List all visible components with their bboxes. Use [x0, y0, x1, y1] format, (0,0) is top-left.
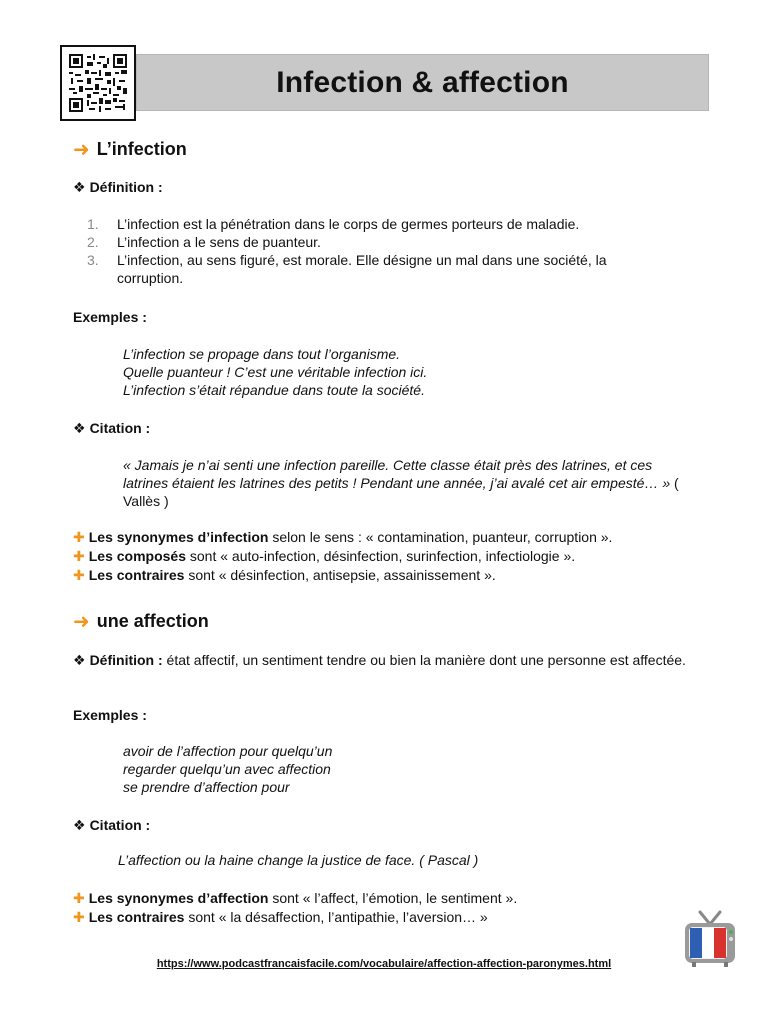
bullet-bold: Les synonymes d’infection	[88, 529, 269, 545]
list-item	[73, 547, 713, 565]
citation-author: ( Vallès )	[123, 475, 679, 509]
list-text: L’infection a le sens de puanteur.	[117, 234, 321, 250]
bullet-list	[73, 528, 713, 584]
examples-label: Exemples :	[73, 707, 147, 723]
citation-label-text: Citation :	[89, 420, 151, 436]
bullet-bold: Les contraires	[88, 909, 185, 925]
qr-code-icon	[60, 45, 136, 121]
citation-label-text: Citation :	[89, 817, 151, 833]
list-item	[73, 889, 673, 907]
example-line: Quelle puanteur ! C’est une véritable infection ici.	[123, 364, 428, 380]
list-text: L’infection, au sens figuré, est morale. Elle désigne un mal dans une société, la corruption.	[117, 252, 607, 286]
definition-list	[73, 215, 673, 287]
plus-bullet-icon: ✚	[73, 909, 85, 925]
bullet-text: sont « la désaffection, l’antipathie, l’aversion… »	[184, 909, 488, 925]
examples-label: Exemples :	[73, 309, 147, 325]
bullet-text: selon le sens : « contamination, puanteur, corruption ».	[268, 529, 613, 545]
list-item	[73, 566, 713, 584]
citation-block	[123, 456, 691, 510]
definition-label	[73, 178, 163, 196]
section-heading-label: une affection	[96, 611, 209, 631]
citation-label	[73, 419, 150, 437]
list-item	[73, 908, 673, 926]
list-number: 2.	[87, 234, 99, 250]
definition-block	[73, 651, 713, 669]
citation-label	[73, 816, 150, 834]
examples-block	[123, 345, 427, 399]
definition-text: état affectif, un sentiment tendre ou bien la manière dont une personne est affectée.	[162, 652, 686, 668]
plus-bullet-icon: ✚	[73, 567, 85, 583]
diamond-bullet-icon: ❖	[73, 652, 86, 668]
title-bar	[136, 54, 709, 111]
definition-label-text: Définition :	[89, 179, 163, 195]
definition-label-text: Définition :	[89, 652, 163, 668]
example-line: regarder quelqu’un avec affection	[123, 761, 331, 777]
section-heading-label: L’infection	[96, 139, 187, 159]
page-title: Infection & affection	[276, 65, 569, 99]
examples-block	[123, 742, 332, 796]
section-heading-infection	[73, 137, 187, 162]
citation-text: L’affection ou la haine change la justice de face. ( Pascal )	[118, 852, 479, 868]
diamond-bullet-icon: ❖	[73, 179, 86, 195]
bullet-bold: Les contraires	[88, 567, 185, 583]
diamond-bullet-icon: ❖	[73, 817, 86, 833]
diamond-bullet-icon: ❖	[73, 420, 86, 436]
plus-bullet-icon: ✚	[73, 548, 85, 564]
list-number: 3.	[87, 252, 99, 268]
section-heading-affection	[73, 609, 209, 634]
arrow-right-icon: ➜	[73, 611, 90, 633]
example-line: L’infection s’était répandue dans toute la société.	[123, 382, 425, 398]
citation-text: « Jamais je n’ai senti une infection pareille. Cette classe était près des latrines, et ces latrines étaient les latrines des petits ! Pendant une année, j’ai avalé cet air empesté… »	[123, 457, 671, 491]
example-line: L’infection se propage dans tout l’organisme.	[123, 346, 401, 362]
list-text: L’infection est la pénétration dans le corps de germes porteurs de maladie.	[117, 216, 580, 232]
list-item	[73, 528, 713, 546]
list-item	[73, 215, 673, 233]
list-item	[73, 251, 673, 287]
example-line: avoir de l’affection pour quelqu’un	[123, 743, 333, 759]
bullet-list	[73, 889, 673, 926]
bullet-bold: Les synonymes d’affection	[88, 890, 269, 906]
bullet-text: sont « l’affect, l’émotion, le sentiment ».	[268, 890, 518, 906]
bullet-text: sont « auto-infection, désinfection, surinfection, infectiologie ».	[186, 548, 576, 564]
bullet-bold: Les composés	[88, 548, 186, 564]
footer-url-link[interactable]: https://www.podcastfrancaisfacile.com/vocabulaire/affection-affection-paronymes.html	[156, 958, 612, 970]
example-line: se prendre d’affection pour	[123, 779, 290, 795]
plus-bullet-icon: ✚	[73, 529, 85, 545]
arrow-right-icon: ➜	[73, 139, 90, 161]
bullet-text: sont « désinfection, antisepsie, assainissement ».	[184, 567, 496, 583]
list-number: 1.	[87, 216, 99, 232]
list-item	[73, 233, 673, 251]
plus-bullet-icon: ✚	[73, 890, 85, 906]
